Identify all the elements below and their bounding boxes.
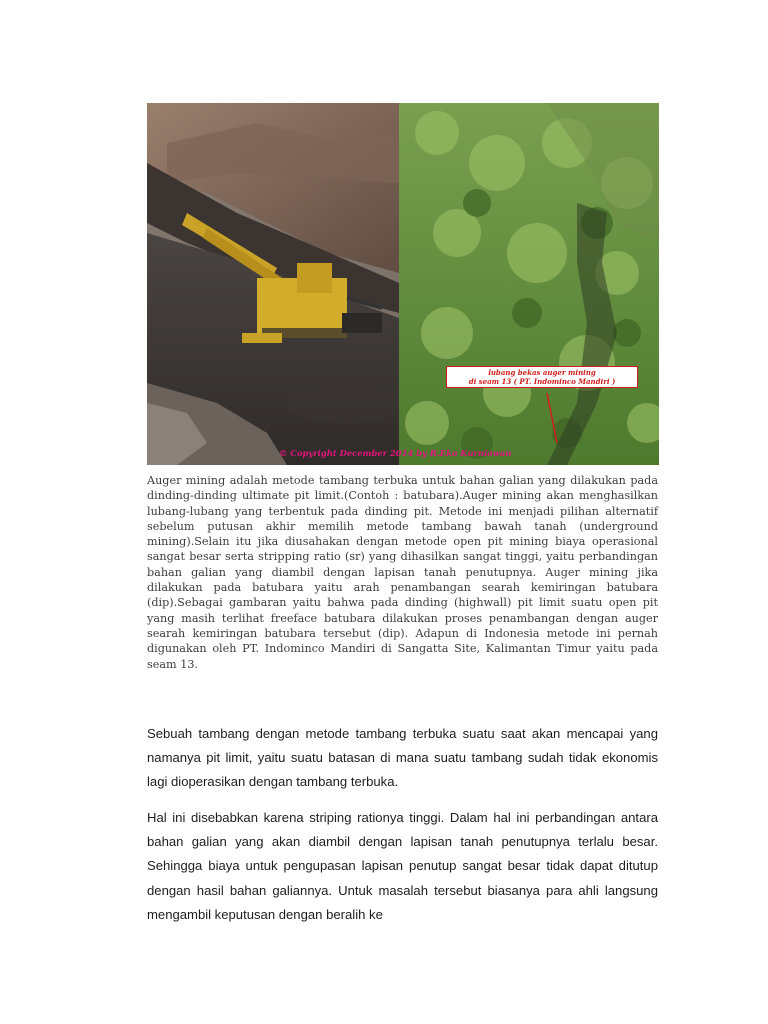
callout-line-1: lubang bekas auger mining: [488, 368, 596, 377]
paragraph-stripping-ratio: Hal ini disebabkan karena striping rationya tinggi. Dalam hal ini perbandingan antara bahan galian yang akan diambil dengan lapisan tanah penutupnya terlalu besar. Sehingga biaya untuk pengupasan lapisan penutup sangat besar tidak dapat ditutup dengan hasil bahan galiannya. Untuk masalah tersebut biasanya para ahli langsung mengambil keputusan dengan beralih ke: [147, 810, 658, 922]
mining-photo-illustration: [147, 103, 659, 465]
photo-callout-label: [446, 366, 638, 388]
callout-line-2: di seam 13 ( PT. Indominco Mandiri ): [468, 376, 616, 386]
paragraph-pit-limit: Sebuah tambang dengan metode tambang terbuka suatu saat akan mencapai yang namanya pit limit, yaitu suatu batasan di mana suatu tambang sudah tidak ekonomis lagi dioperasikan dengan tambang terbuka.: [147, 726, 658, 790]
photo-copyright: © Copyright December 2014 by R.Eko Kurniawan: [279, 448, 512, 458]
paragraph-auger-mining: Auger mining adalah metode tambang terbuka untuk bahan galian yang dilakukan pada dinding-dinding ultimate pit limit.(Contoh : batubara).Auger mining akan menghasilkan lubang-lubang yang terbentuk pada dinding pit. Metode ini menjadi pilihan alternatif sebelum putusan akhir memilih metode tambang bawah tanah (underground mining).Selain itu jika diusahakan dengan metode open pit mining biaya operasional sangat besar serta stripping ratio (sr) yang dihasilkan sangat tinggi, yaitu perbandingan bahan galian yang diambil dengan lapisan tanah penutupnya. Auger mining jika dilakukan pada batubara yaitu arah penambangan searah kemiringan batubara (dip).Sebagai gambaran yaitu bahwa pada dinding (highwall) pit limit suatu open pit yang masih terlihat freeface batubara dilakukan proses penambangan dengan auger searah kemiringan batubara tersebut (dip). Adapun di Indonesia metode ini pernah digunakan oleh PT. Indominco Mandiri di Sangatta Site, Kalimantan Timur yaitu pada seam 13.: [147, 474, 658, 671]
mining-photo: [147, 103, 659, 465]
